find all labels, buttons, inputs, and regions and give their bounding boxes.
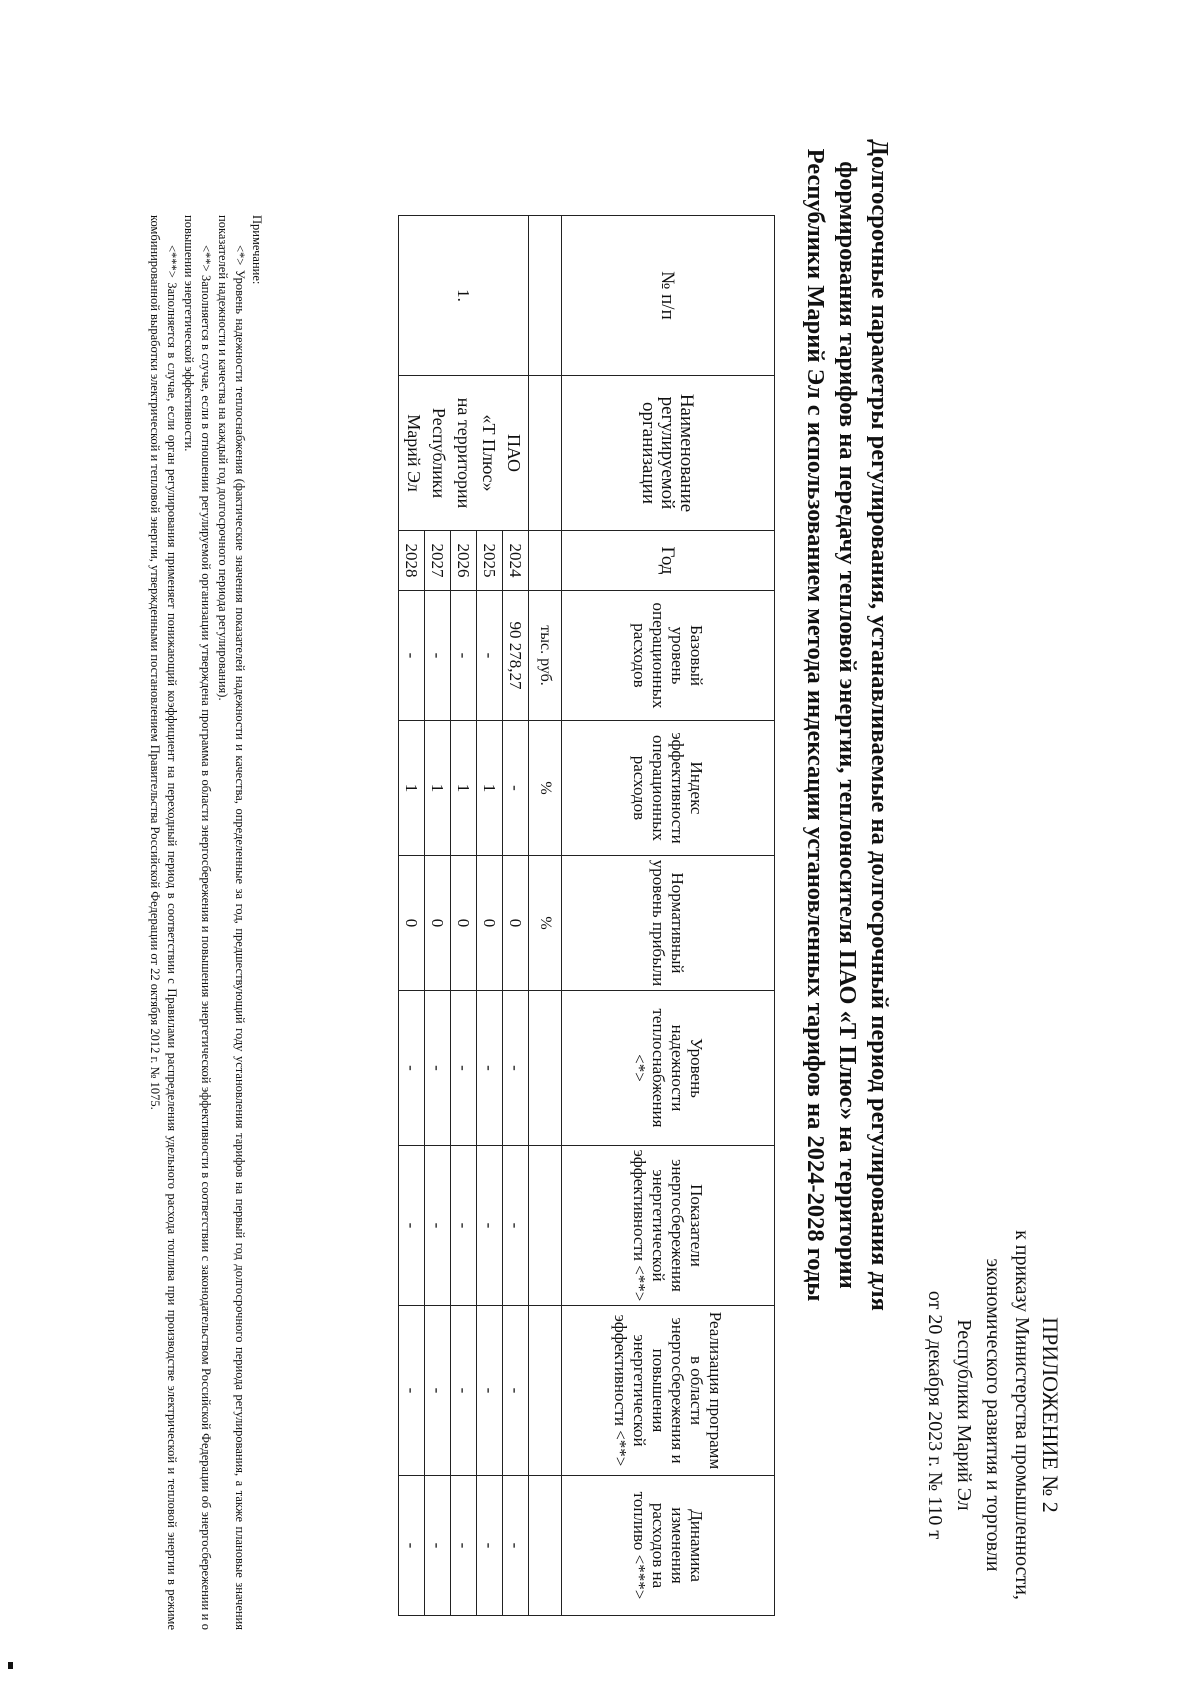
unit-base: тыс. руб.: [529, 591, 562, 721]
title-line-2: формирования тарифов на передачу тепловой энергии, теплоносителя ПАО «Т Плюс» на территории: [834, 161, 861, 1289]
cell-base: -: [399, 591, 425, 721]
cell-index: 1: [399, 721, 425, 856]
cell-year: 2024: [503, 531, 529, 591]
row-number: 1.: [399, 216, 529, 376]
appendix-line-1: к приказу Министерства промышленности,: [1011, 1230, 1033, 1600]
unit-cell-empty: [529, 376, 562, 531]
cell-energy-indicators: -: [477, 1146, 503, 1306]
header-energy-indicators: Показатели энергосбережения энергетической эффективности <**>: [562, 1146, 775, 1306]
cell-energy-indicators: -: [399, 1146, 425, 1306]
note-energy-program: <**> Заполняется в случае, если в отношении регулируемой организации утверждена программа в области энергосбережения и повышения энергетической эффективности в соответствии с законодательством Российской Федерации об энергосбережении и о повышении энергетической эффективности.: [182, 215, 213, 1630]
cell-index: 1: [425, 721, 451, 856]
header-base-opex: Базовый уровень операционных расходов: [562, 591, 775, 721]
unit-profit: %: [529, 856, 562, 991]
org-name-line: Республики: [429, 407, 449, 499]
table-row: [503, 216, 529, 1616]
org-name: [399, 376, 529, 531]
header-year: Год: [562, 531, 775, 591]
cell-profit: 0: [425, 856, 451, 991]
document-page: [35, 105, 1065, 1645]
table-header-row: [562, 216, 775, 1616]
cell-reliability: -: [477, 991, 503, 1146]
cell-programs: -: [399, 1306, 425, 1476]
appendix-line-2: экономического развития и торговли: [982, 1258, 1004, 1572]
cell-index: -: [503, 721, 529, 856]
cell-base: 90 278,27: [503, 591, 529, 721]
org-name-line: «Т Плюс»: [479, 414, 499, 492]
cell-profit: 0: [503, 856, 529, 991]
cell-year: 2027: [425, 531, 451, 591]
scan-artifact-dot: [8, 1662, 13, 1669]
unit-index: %: [529, 721, 562, 856]
cell-fuel: -: [503, 1476, 529, 1616]
cell-fuel: -: [477, 1476, 503, 1616]
notes-heading: Примечание:: [250, 215, 264, 285]
unit-cell-empty: [529, 1476, 562, 1616]
units-row: [529, 216, 562, 1616]
cell-energy-indicators: -: [425, 1146, 451, 1306]
appendix-number: ПРИЛОЖЕНИЕ № 2: [1038, 1317, 1063, 1513]
notes-section: [146, 215, 265, 1630]
appendix-line-4: от 20 декабря 2023 г. № 110 т: [924, 1290, 946, 1540]
cell-profit: 0: [451, 856, 477, 991]
cell-programs: -: [425, 1306, 451, 1476]
cell-index: 1: [477, 721, 503, 856]
cell-fuel: -: [451, 1476, 477, 1616]
cell-reliability: -: [451, 991, 477, 1146]
unit-cell-empty: [529, 1146, 562, 1306]
appendix-header: [920, 1205, 1065, 1625]
cell-year: 2028: [399, 531, 425, 591]
cell-programs: -: [503, 1306, 529, 1476]
cell-reliability: -: [503, 991, 529, 1146]
cell-programs: -: [477, 1306, 503, 1476]
header-energy-programs: Реализация программ в области энергосбережения и повышения энергетической эффективности <**>: [562, 1306, 775, 1476]
header-reliability: Уровень надежности теплоснабжения <*>: [562, 991, 775, 1146]
title-line-1: Долгосрочные параметры регулирования, устанавливаемые на долгосрочный период регулирования для: [866, 139, 893, 1311]
cell-reliability: -: [399, 991, 425, 1146]
cell-programs: -: [451, 1306, 477, 1476]
unit-cell-empty: [529, 531, 562, 591]
title-line-3: Республики Марий Эл с использованием метода индексации установленных тарифов на 2024-2028 годы: [802, 148, 829, 1302]
cell-base: -: [477, 591, 503, 721]
header-profit-level: Нормативный уровень прибыли: [562, 856, 775, 991]
unit-cell-empty: [529, 1306, 562, 1476]
org-name-line: ПАО: [504, 433, 524, 473]
unit-cell-empty: [529, 216, 562, 376]
parameters-table: [398, 215, 775, 1616]
cell-profit: 0: [477, 856, 503, 991]
appendix-line-3: Республики Марий Эл: [953, 1319, 975, 1511]
org-name-line: Марий Эл: [404, 414, 424, 492]
cell-year: 2026: [451, 531, 477, 591]
cell-fuel: -: [399, 1476, 425, 1616]
cell-energy-indicators: -: [451, 1146, 477, 1306]
cell-index: 1: [451, 721, 477, 856]
document-title: [799, 115, 895, 1335]
header-num: № п/п: [562, 216, 775, 376]
unit-cell-empty: [529, 991, 562, 1146]
cell-profit: 0: [399, 856, 425, 991]
header-org: Наименование регулируемой организации: [562, 376, 775, 531]
cell-fuel: -: [425, 1476, 451, 1616]
cell-base: -: [451, 591, 477, 721]
note-fuel: <***> Заполняется в случае, если орган регулирования применяет понижающий коэффициент на переходный период в соответствии с Правилами распределения удельного расхода топлива при производстве электрической и тепловой энергии в режиме комбинированной выработки электрической и тепловой энергии, утвержденными постановлением Правительства Российской Федерации от 22 октября 2012 г. № 1075.: [148, 215, 179, 1630]
header-fuel-dynamics: Динамика изменения расходов на топливо <***>: [562, 1476, 775, 1616]
header-efficiency-index: Индекс эффективности операционных расходов: [562, 721, 775, 856]
cell-reliability: -: [425, 991, 451, 1146]
note-reliability: <*> Уровень надежности теплоснабжения (фактические значения показателей надежности и качества, определенные за год, предшествующий году установления тарифов на первый год долгосрочного периода регулирования, а также плановые значения показателей надежности и качества на каждый год долгосрочного периода регулирования).: [216, 215, 247, 1630]
cell-base: -: [425, 591, 451, 721]
org-name-line: на территории: [454, 397, 474, 509]
cell-year: 2025: [477, 531, 503, 591]
cell-energy-indicators: -: [503, 1146, 529, 1306]
